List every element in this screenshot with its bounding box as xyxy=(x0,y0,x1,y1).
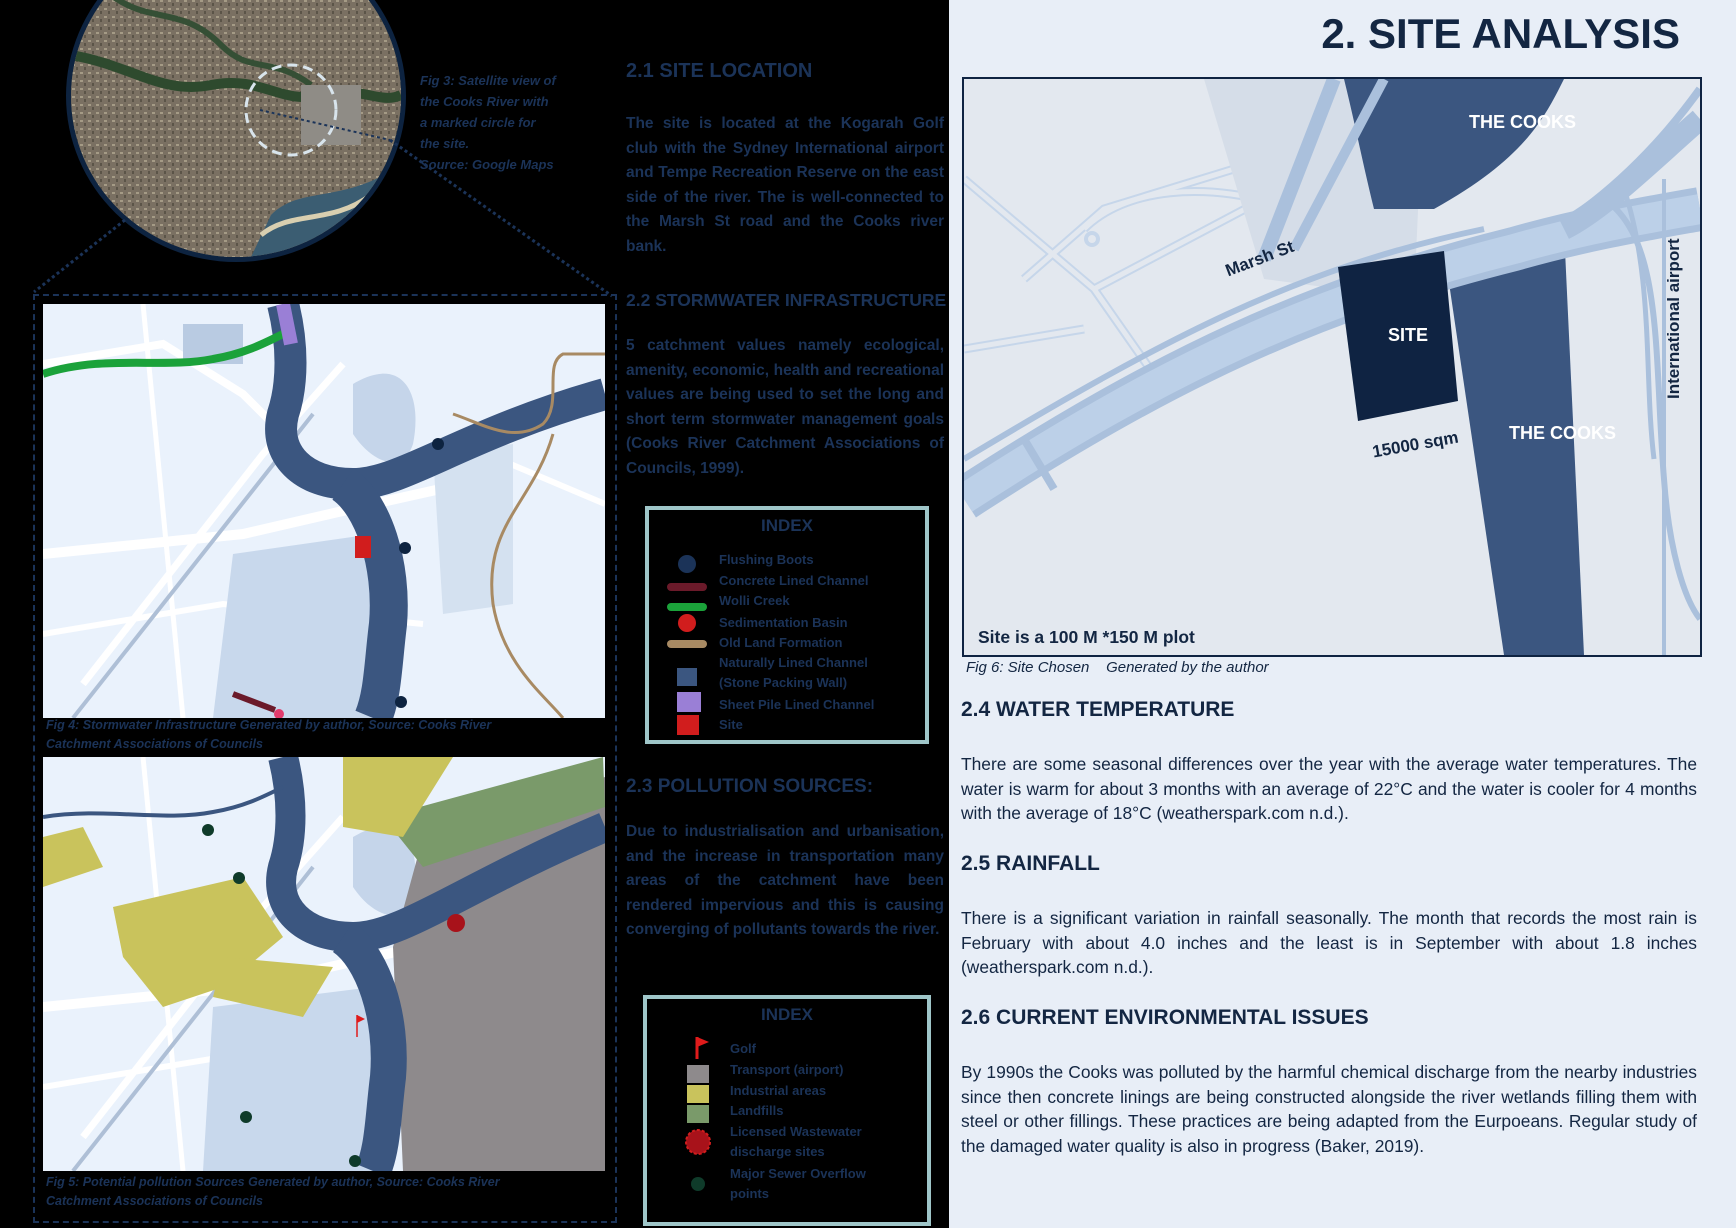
caption-line: Catchment Associations of Councils xyxy=(46,737,263,751)
index-item: discharge sites xyxy=(730,1144,825,1159)
street-label: Marsh St xyxy=(1222,236,1297,281)
s24-body: There are some seasonal differences over the year with the average water temperatures. The water is warm for about 3 months with an average of 22°C and the water is cooler for 4 months with the average of 18°C (weatherspark.com n.d.). xyxy=(961,754,1697,823)
index-item: Sedimentation Basin xyxy=(719,615,848,630)
page-title: 2. SITE ANALYSIS xyxy=(1321,10,1680,57)
caption-line: the site. xyxy=(420,136,470,151)
index-item: (Stone Packing Wall) xyxy=(719,675,848,690)
index-title: INDEX xyxy=(761,1005,813,1024)
index-item: Sheet Pile Lined Channel xyxy=(719,697,875,712)
river-label-bottom: THE COOKS xyxy=(1509,423,1617,443)
s21-heading: 2.1 SITE LOCATION xyxy=(626,60,813,82)
fig4-caption xyxy=(46,716,606,754)
index-item: Landfills xyxy=(730,1103,784,1118)
index-item: Major Sewer Overflow xyxy=(730,1166,866,1181)
site-label: SITE xyxy=(1388,325,1429,345)
index-item: Naturally Lined Channel xyxy=(719,655,868,670)
fig6-caption: Fig 6: Site Chosen Generated by the author xyxy=(966,659,1269,676)
index-item: Site xyxy=(719,717,743,732)
s25-heading: 2.5 RAINFALL xyxy=(961,852,1100,875)
index-item: points xyxy=(730,1186,769,1201)
zoom-connector-lines xyxy=(0,0,620,300)
s23-heading: 2.3 POLLUTION SOURCES: xyxy=(626,776,874,797)
s24-heading: 2.4 WATER TEMPERATURE xyxy=(961,698,1235,721)
caption-line: a marked circle for xyxy=(420,115,536,130)
airport-label: International airport xyxy=(1664,238,1683,399)
s22-body: 5 catchment values namely ecological, amenity, economic, health and recreational values are being used to set the long and short term stormwater management goals (Cooks River Catchment Associations of Councils, 1999). xyxy=(626,337,944,477)
index-item: Golf xyxy=(730,1041,756,1056)
caption-line: the Cooks River with xyxy=(420,94,549,109)
s26-heading: 2.6 CURRENT ENVIRONMENTAL ISSUES xyxy=(961,1006,1369,1029)
index-item: Licensed Wastewater xyxy=(730,1124,862,1139)
index-item: Old Land Formation xyxy=(719,635,843,650)
pollution-index xyxy=(643,995,931,1226)
index-swatches xyxy=(647,999,927,1222)
index-item: Transport (airport) xyxy=(730,1062,844,1077)
river-label-top: THE COOKS xyxy=(1469,112,1577,132)
caption-line: Source: Google Maps xyxy=(420,157,554,172)
s25-body: There is a significant variation in rainfall seasonally. The month that records the most rain is February with about 4.0 inches and the least is in September with about 1.8 inches (weatherspark.com n.d.). xyxy=(961,908,1697,977)
caption-line: Fig 4: Stormwater Infrastructure Generated by author, Source: Cooks River xyxy=(46,718,492,732)
index-item: Concrete Lined Channel xyxy=(719,573,869,588)
s26-body: By 1990s the Cooks was polluted by the harmful chemical discharge from the nearby industries since then concrete linings are being constructed alongside the river wetlands filling them with steel or other fillings. These practices are being adapted from the Eurpoeans. Regular study of the damaged water quality is also in progress (Baker, 2019). xyxy=(961,1062,1697,1156)
caption-line: Catchment Associations of Councils xyxy=(46,1194,263,1208)
index-item: Flushing Boots xyxy=(719,552,814,567)
s21-body: The site is located at the Kogarah Golf club with the Sydney International airport and Tempe Recreation Reserve on the east side of the river. The is well-connected to the Marsh St road and the Cooks river bank. xyxy=(626,115,944,255)
plot-size-label: Site is a 100 M *150 M plot xyxy=(978,627,1195,647)
fig5-caption xyxy=(46,1173,606,1211)
caption-line: Fig 5: Potential pollution Sources Generated by author, Source: Cooks River xyxy=(46,1175,500,1189)
pollution-map xyxy=(43,757,605,1171)
index-title: INDEX xyxy=(761,516,813,535)
caption-line: Fig 3: Satellite view of xyxy=(420,73,556,88)
stormwater-map xyxy=(43,304,605,718)
index-item: Industrial areas xyxy=(730,1083,827,1098)
s23-body: Due to industrialisation and urbanisation, and the increase in transportation many areas of the catchment have been rendered impervious and this is causing converging of pollutants towards the river. xyxy=(626,823,944,938)
s22-heading: 2.2 STORMWATER INFRASTRUCTURE xyxy=(626,290,947,310)
index-item: Wolli Creek xyxy=(719,593,790,608)
stormwater-index xyxy=(645,506,929,744)
site-map xyxy=(962,77,1702,657)
site-area-label: 15000 sqm xyxy=(1370,427,1460,462)
